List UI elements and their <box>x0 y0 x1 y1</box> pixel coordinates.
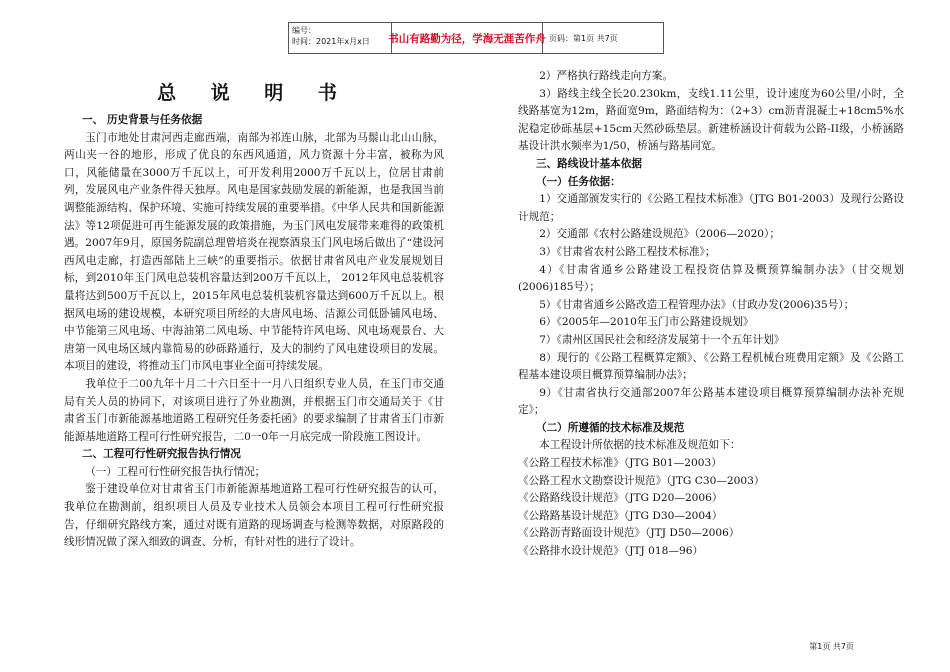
basis-item: 1）交通部颁发实行的《公路工程技术标准》（JTG B01-2003）及现行公路设计规范； <box>518 193 904 223</box>
right-column <box>518 68 904 561</box>
standard-item: 《公路排水设计规范》（JTJ 018—96） <box>518 545 704 558</box>
standard-item: 《公路路基设计规范》（JTG D30—2004） <box>518 509 723 522</box>
section-1-paragraph-1: 玉门市地处甘肃河西走廊西端，南部为祁连山脉，北部为马鬃山北山山脉，两山夹一谷的地形，形成了优良的东西风通道，风力资源十分丰富，被称为风口，风能储量在3000万千瓦以上，可开发利用2000万千瓦以上，位居甘肃前列，发展风电产业条件得天独厚。风电是国家鼓励发展的新能源，也是我国当前调整能源结构、保护环境、实施可持续发展的重要举措。《中华人民共和国新能源法》等12项促进可再生能源发展的政策措施，为玉门风电发展带来难得的政策机遇。2007年9月，原国务院副总理曾培炎在视察酒泉玉门风电场后做出了“建设河西风电走廊，打造西部陆上三峡”的重要指示。依据甘肃省风电产业发展规划目标，到2010年玉门风电总装机容量达到200万千瓦以上， 2012年风电总装机容量将达到500万千瓦以上，2015年风电总装机装机容量达到600万千瓦以上。根据风电场的建设规模，本研究项目所经的大唐风电场、洁源公司低卧铺风电场、中节能第三风电场、中海油第二风电场、中节能特许风电场、风电场观景台、大唐第一风电场区域内靠简易的砂砾路通行，及大的制约了风电建设项目的发展。本项目的建设，将推动玉门市风电事业全面可持续发展。 <box>64 131 444 373</box>
basis-item: 7）《肃州区国民社会和经济发展第十一个五年计划》 <box>539 333 785 346</box>
standards-intro: 本工程设计所依据的技术标准及规范如下： <box>539 439 741 452</box>
standard-item: 《公路工程水文勘察设计规范》（JTG C30—2003） <box>518 474 765 487</box>
section-1-paragraph-2: 我单位于二00九年十月二十六日至十一月八日组织专业人员，在玉门市交通局有关人员的协同下，对该项目进行了外业勘测，并根据玉门市交通局关于《甘肃省玉门市新能源基地道路工程研究任务委托函》的要求编制了甘肃省玉门市新能源基地道路工程可行性研究报告，二0一0年一月底完成一阶段施工图设计。 <box>64 377 444 443</box>
basis-item: 2）交通部《农村公路建设规范》（2006—2020）； <box>539 228 780 241</box>
standard-item: 《公路路线设计规范》（JTG D20—2006） <box>518 492 723 505</box>
section-2-paragraph-1: 鉴于建设单位对甘肃省玉门市新能源基地道路工程可行性研究报告的认可，我单位在勘测前，组织项目人员及专业技术人员领会本项目工程可行性研究报告，仔细研究路线方案，通过对既有道路的现场调查与检测等数据，对原路段的线形情况做了深入细致的调查、分析，有针对性的进行了设计。 <box>64 483 444 549</box>
list-item: 3）路线主线全长20.230km，支线1.11公里，设计速度为60公里/小时，全线路基宽为12m，路面宽9m，路面结构为：（2+3）cm沥青混凝土+18cm5%水泥稳定砂砾基层+15cm天然砂砾垫层。新建桥涵设计荷载为公路-II级，小桥涵路基设计洪水频率为1/50，桥涵与路基同宽。 <box>518 87 904 153</box>
basis-item: 9）《甘肃省执行交通部2007年公路基本建设项目概算预算编制办法补充规定》； <box>518 386 904 417</box>
page-header <box>288 22 664 54</box>
section-2-heading: 二、工程可行性研究报告执行情况 <box>82 448 241 461</box>
header-motto: 书山有路勤为径，学海无涯苦作舟 <box>392 23 543 53</box>
time-label: 时间：2021年x月x日 <box>292 37 370 46</box>
serial-label: 编号： <box>292 26 316 35</box>
basis-item: 4）《甘肃省通乡公路建设工程投资估算及概预算编制办法》（甘交规划(2006)185号）； <box>518 263 904 294</box>
page-footer: 第1页 共7页 <box>809 642 854 651</box>
list-item: 2）严格执行路线走向方案。 <box>539 70 674 82</box>
standard-item: 《公路工程技术标准》（JTG B01—2003） <box>518 457 722 470</box>
section-3-subheading-2: （二）所遵循的技术标准及规范 <box>536 421 685 434</box>
section-1-heading: 一、 历史背景与任务依据 <box>82 114 203 126</box>
header-meta <box>289 23 392 53</box>
basis-item: 8）现行的《公路工程概算定额》、《公路工程机械台班费用定额》及《公路工程基本建设项目概算预算编制办法》； <box>518 351 904 382</box>
basis-item: 5）《甘肃省通乡公路改造工程管理办法》（甘政办发(2006)35号）； <box>539 298 855 311</box>
basis-item: 3）《甘肃省农村公路工程技术标准》； <box>539 245 716 258</box>
document-title: 总 说 明 书 <box>157 82 351 104</box>
section-2-subheading: （一）工程可行性研究报告执行情况； <box>85 465 266 478</box>
basis-item: 6）《2005年—2010年玉门市公路建设规划》 <box>539 316 754 329</box>
standard-item: 《公路沥青路面设计规范》（JTJ D50—2006） <box>518 527 740 540</box>
section-3-subheading-1: （一）任务依据： <box>536 175 621 188</box>
left-column <box>64 76 444 552</box>
header-page-label: 页码：第1页 共7页 <box>549 33 618 43</box>
section-3-heading: 三、路线设计基本依据 <box>536 157 642 170</box>
